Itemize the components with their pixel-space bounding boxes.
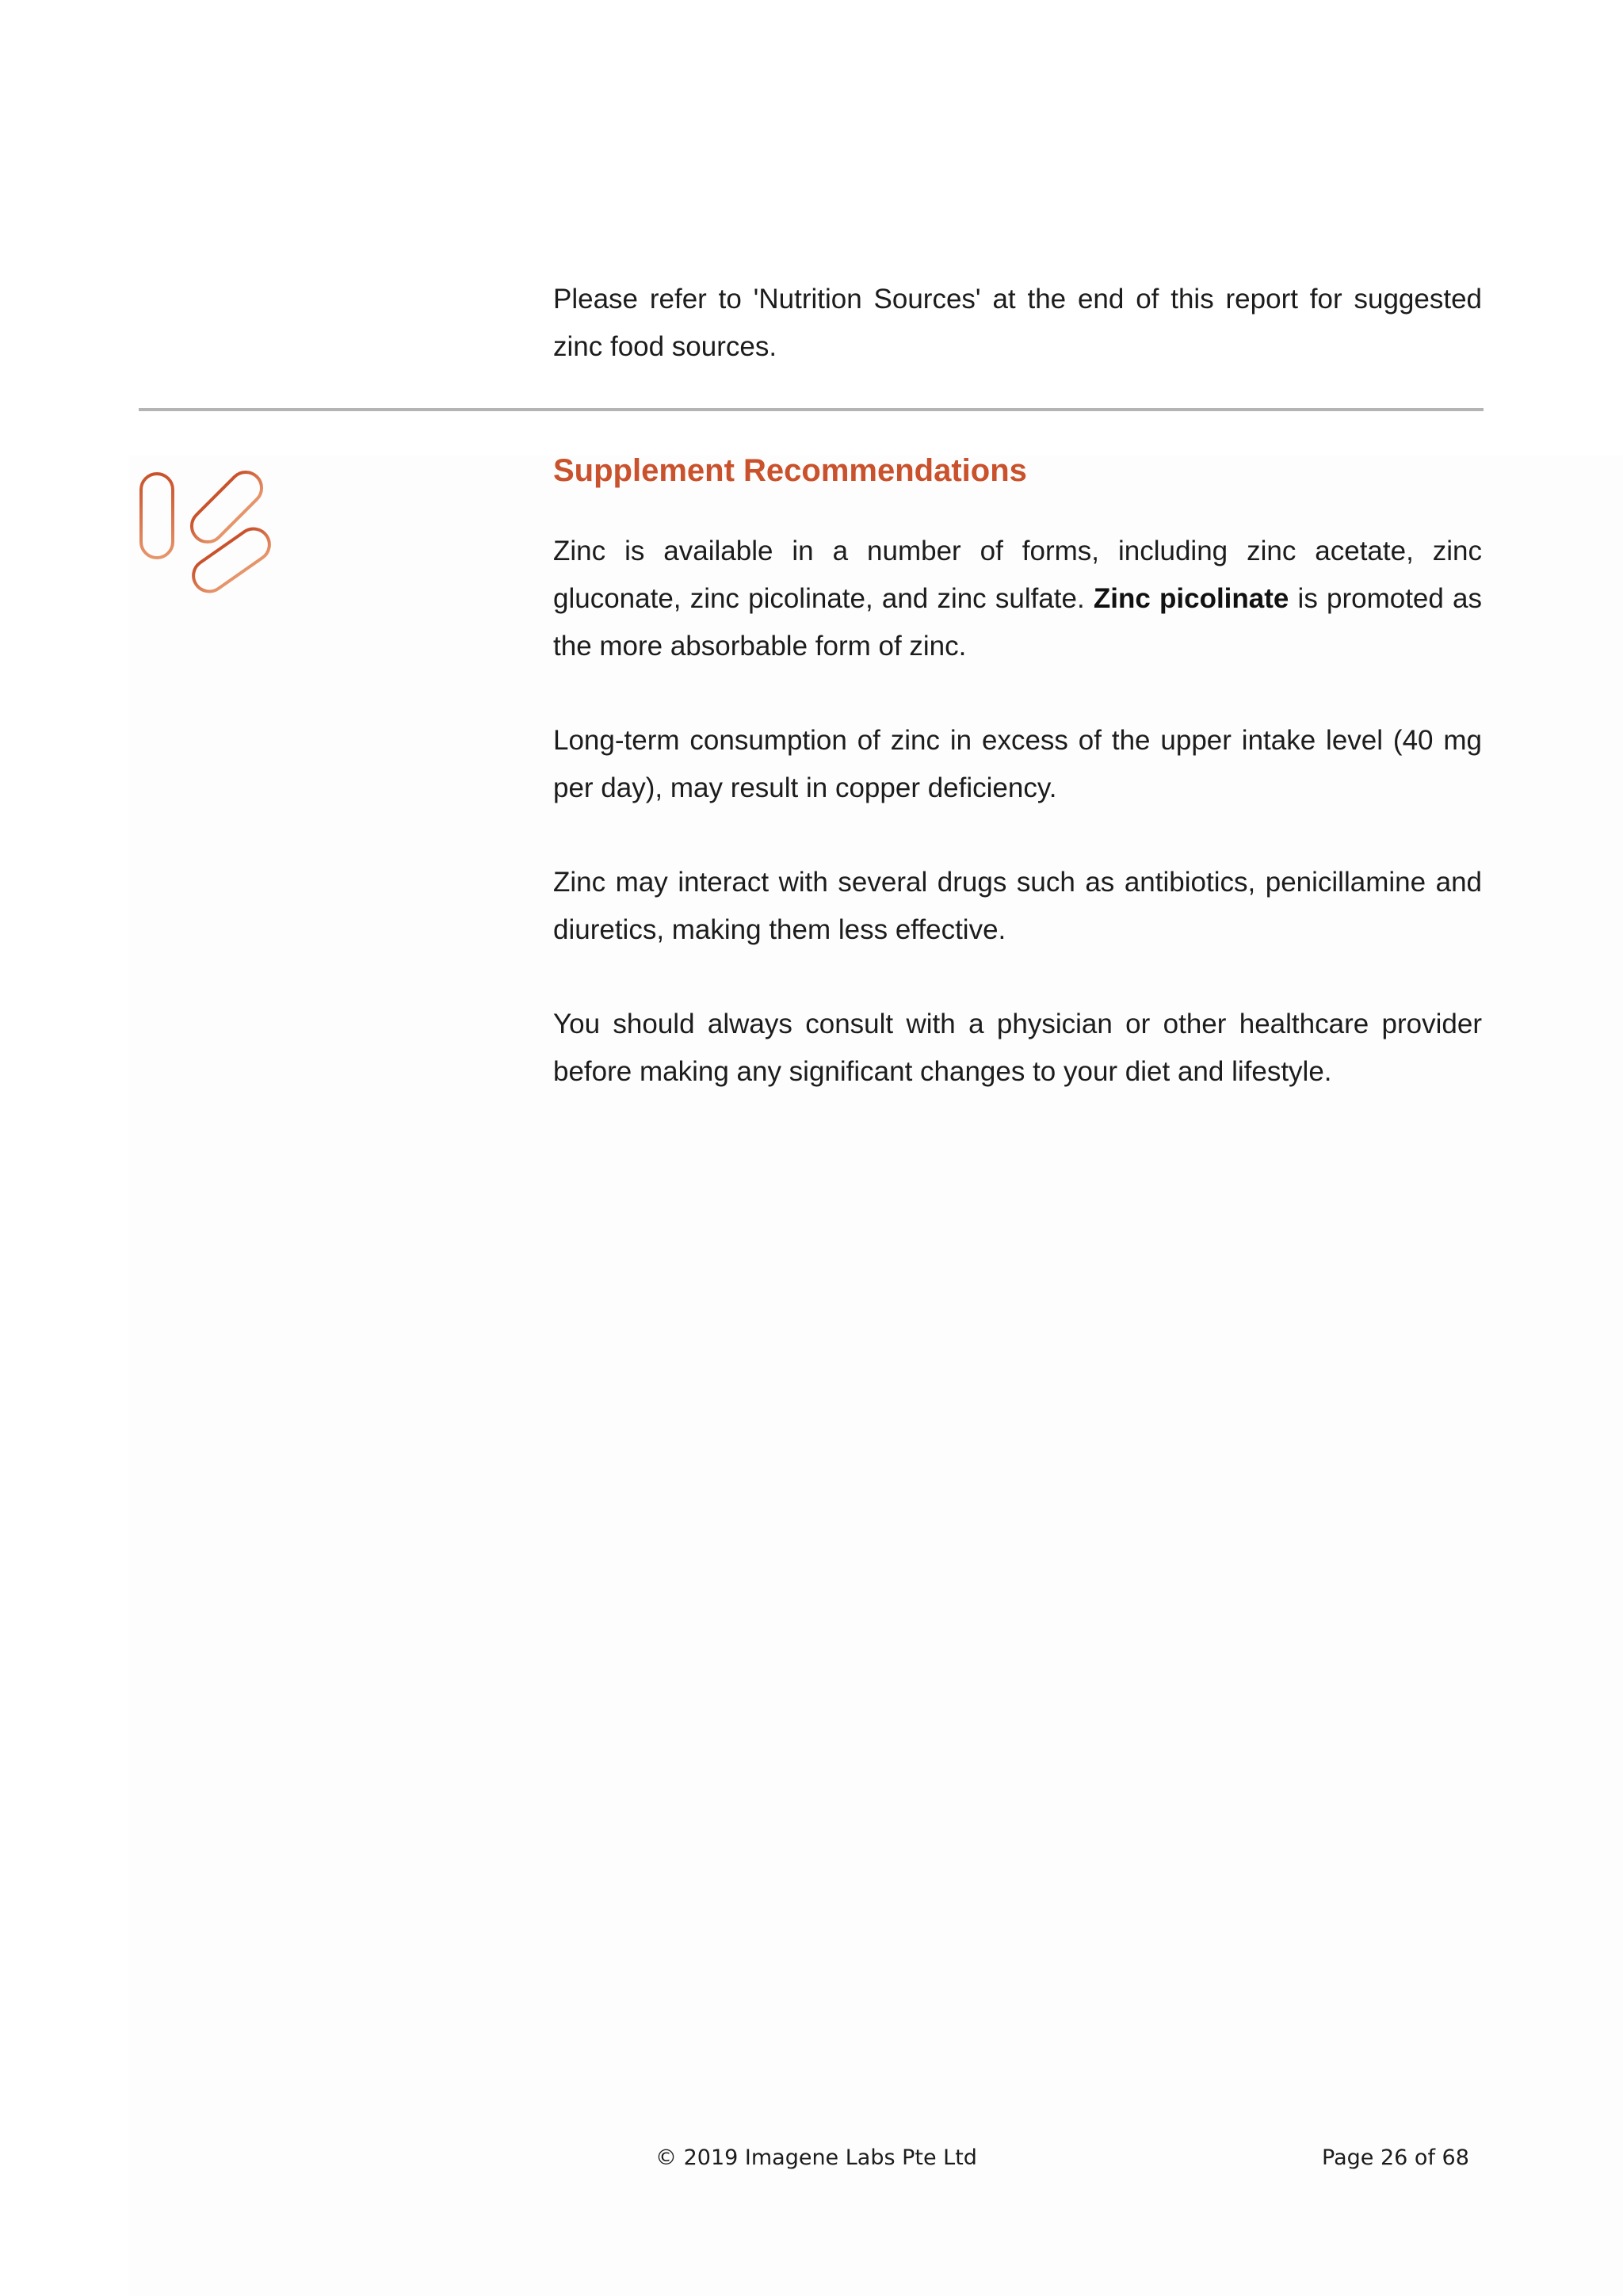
drug-interaction-paragraph: Zinc may interact with several drugs such as antibiotics, penicillamine and diuretics, making them less effective. (553, 867, 1482, 945)
footer-copyright: © 2019 Imagene Labs Pte Ltd (655, 2145, 977, 2170)
section-body (553, 528, 1482, 1142)
page-total: 68 (1442, 2145, 1469, 2170)
supplement-forms-paragraph (553, 528, 1482, 670)
paragraph-text: is promoted as the more absorbable form of zinc. (553, 583, 1482, 662)
page-of: of (1414, 2145, 1435, 2170)
page-current: 26 (1380, 2145, 1408, 2170)
paragraph-text: Zinc is available in a number of forms, including zinc acetate, zinc gluconate, zinc picolinate, and zinc sulfate. (553, 536, 1482, 614)
consult-physician-paragraph: You should always consult with a physician or other healthcare provider before making any significant changes to your diet and lifestyle. (553, 1009, 1482, 1087)
pill-capsules-icon (133, 453, 276, 600)
section-title: Supplement Recommendations (553, 453, 1027, 488)
upper-intake-paragraph: Long-term consumption of zinc in excess of the upper intake level (40 mg per day), may result in copper deficiency. (553, 725, 1482, 803)
intro-paragraph: Please refer to 'Nutrition Sources' at the end of this report for suggested zinc food sources. (553, 284, 1482, 362)
page-label: Page (1322, 2145, 1374, 2170)
footer-page-number (1322, 2144, 1469, 2172)
highlight-zinc-picolinate: Zinc picolinate (1093, 583, 1289, 614)
section-divider (139, 408, 1484, 411)
